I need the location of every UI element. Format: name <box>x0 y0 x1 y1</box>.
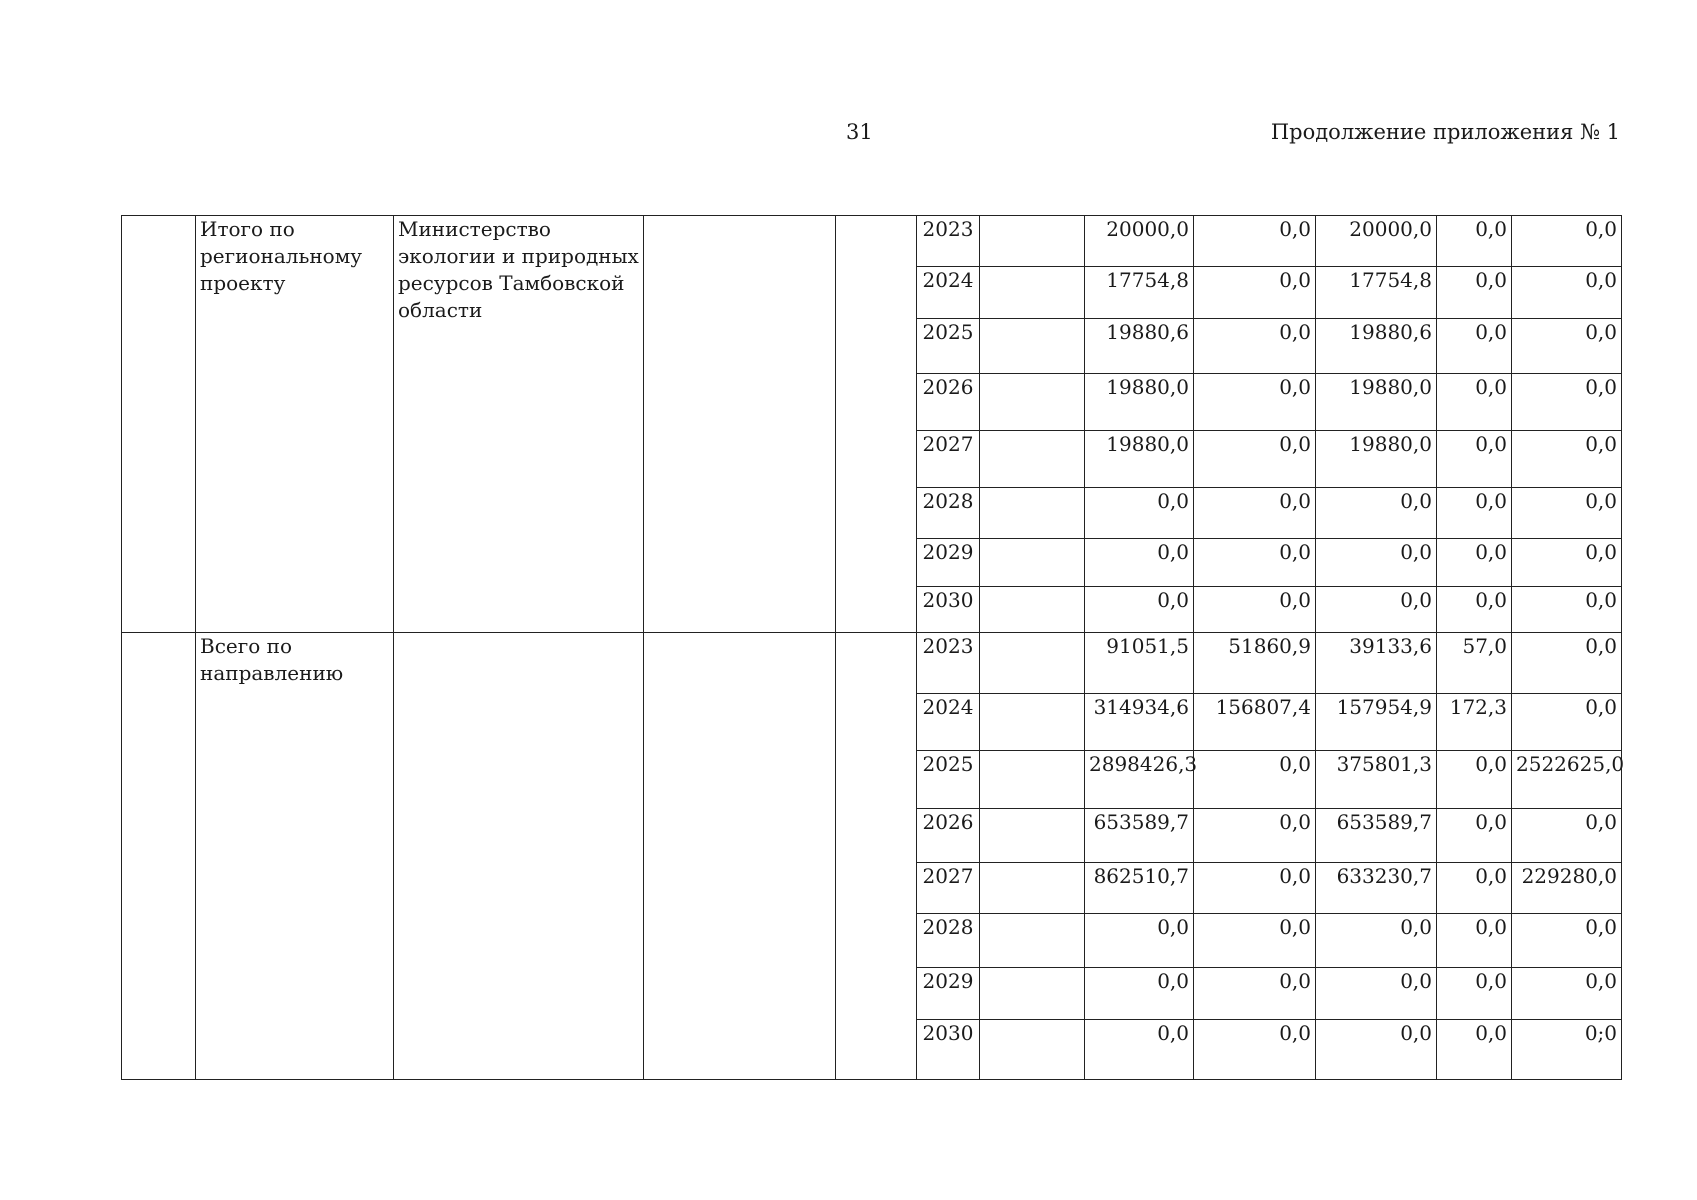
total-value: 91051,5 <box>1085 633 1194 693</box>
empty-cell <box>980 967 1085 1019</box>
empty-cell <box>644 633 836 1080</box>
federal-value: 0,0 <box>1194 267 1316 319</box>
empty-cell <box>980 750 1085 808</box>
empty-cell <box>980 1019 1085 1079</box>
other-value: 0,0 <box>1512 539 1622 587</box>
other-value: 0,0 <box>1512 319 1622 373</box>
regional-value: 19880,0 <box>1316 430 1437 487</box>
total-value: 653589,7 <box>1085 808 1194 862</box>
federal-value: 0,0 <box>1194 487 1316 538</box>
total-value: 2898426,3 <box>1085 750 1194 808</box>
other-value: 0,0 <box>1512 430 1622 487</box>
total-value: 19880,0 <box>1085 430 1194 487</box>
year-cell: 2025 <box>917 319 980 373</box>
local-value: 0,0 <box>1437 216 1512 267</box>
empty-cell <box>980 808 1085 862</box>
budget-table <box>121 215 1625 1080</box>
year-cell: 2024 <box>917 693 980 750</box>
local-value: 172,3 <box>1437 693 1512 750</box>
block-label-cell: Итого по региональному проекту <box>196 216 394 633</box>
federal-value: 0,0 <box>1194 808 1316 862</box>
regional-value: 0,0 <box>1316 587 1437 633</box>
total-value: 0,0 <box>1085 539 1194 587</box>
regional-value: 375801,3 <box>1316 750 1437 808</box>
other-value: 229280,0 <box>1512 863 1622 914</box>
total-value: 0,0 <box>1085 967 1194 1019</box>
federal-value: 0,0 <box>1194 863 1316 914</box>
federal-value: 0,0 <box>1194 587 1316 633</box>
empty-cell <box>980 373 1085 430</box>
federal-value: 0,0 <box>1194 319 1316 373</box>
empty-cell <box>980 693 1085 750</box>
year-cell: 2027 <box>917 430 980 487</box>
federal-value: 0,0 <box>1194 539 1316 587</box>
table-row <box>122 633 1622 693</box>
other-value: 0;0 <box>1512 1019 1622 1079</box>
local-value: 0,0 <box>1437 750 1512 808</box>
other-value: 0,0 <box>1512 487 1622 538</box>
local-value: 0,0 <box>1437 587 1512 633</box>
regional-value: 0,0 <box>1316 967 1437 1019</box>
total-value: 17754,8 <box>1085 267 1194 319</box>
federal-value: 0,0 <box>1194 430 1316 487</box>
row-number-cell <box>122 216 196 633</box>
year-cell: 2029 <box>917 539 980 587</box>
executor-cell: Министерство экологии и природных ресурсов Тамбовской области <box>394 216 644 633</box>
empty-cell <box>644 216 836 633</box>
table-row <box>122 216 1622 267</box>
federal-value: 156807,4 <box>1194 693 1316 750</box>
federal-value: 0,0 <box>1194 750 1316 808</box>
federal-value: 51860,9 <box>1194 633 1316 693</box>
regional-value: 0,0 <box>1316 539 1437 587</box>
regional-value: 0,0 <box>1316 914 1437 967</box>
year-cell: 2026 <box>917 373 980 430</box>
other-value: 0,0 <box>1512 267 1622 319</box>
regional-value: 19880,6 <box>1316 319 1437 373</box>
empty-cell <box>980 267 1085 319</box>
total-value: 19880,0 <box>1085 373 1194 430</box>
total-value: 862510,7 <box>1085 863 1194 914</box>
local-value: 0,0 <box>1437 967 1512 1019</box>
regional-value: 17754,8 <box>1316 267 1437 319</box>
total-value: 0,0 <box>1085 587 1194 633</box>
empty-cell <box>980 539 1085 587</box>
local-value: 0,0 <box>1437 319 1512 373</box>
regional-value: 39133,6 <box>1316 633 1437 693</box>
local-value: 0,0 <box>1437 373 1512 430</box>
empty-cell <box>980 633 1085 693</box>
executor-cell <box>394 633 644 1080</box>
empty-cell <box>980 430 1085 487</box>
regional-value: 653589,7 <box>1316 808 1437 862</box>
empty-cell <box>980 914 1085 967</box>
local-value: 0,0 <box>1437 539 1512 587</box>
year-cell: 2030 <box>917 587 980 633</box>
other-value: 0,0 <box>1512 693 1622 750</box>
other-value: 0,0 <box>1512 373 1622 430</box>
empty-cell <box>980 863 1085 914</box>
year-cell: 2027 <box>917 863 980 914</box>
regional-value: 20000,0 <box>1316 216 1437 267</box>
other-value: 0,0 <box>1512 914 1622 967</box>
total-value: 20000,0 <box>1085 216 1194 267</box>
empty-cell <box>980 216 1085 267</box>
other-value: 0,0 <box>1512 967 1622 1019</box>
other-value: 0,0 <box>1512 216 1622 267</box>
empty-cell <box>836 633 917 1080</box>
appendix-continuation-note: Продолжение приложения № 1 <box>1270 120 1620 144</box>
total-value: 0,0 <box>1085 1019 1194 1079</box>
total-value: 0,0 <box>1085 914 1194 967</box>
local-value: 0,0 <box>1437 914 1512 967</box>
year-cell: 2024 <box>917 267 980 319</box>
empty-cell <box>980 319 1085 373</box>
year-cell: 2023 <box>917 633 980 693</box>
empty-cell <box>980 487 1085 538</box>
year-cell: 2026 <box>917 808 980 862</box>
total-value: 314934,6 <box>1085 693 1194 750</box>
year-cell: 2025 <box>917 750 980 808</box>
local-value: 0,0 <box>1437 430 1512 487</box>
local-value: 0,0 <box>1437 808 1512 862</box>
year-cell: 2023 <box>917 216 980 267</box>
regional-value: 0,0 <box>1316 487 1437 538</box>
local-value: 57,0 <box>1437 633 1512 693</box>
federal-value: 0,0 <box>1194 914 1316 967</box>
federal-value: 0,0 <box>1194 1019 1316 1079</box>
year-cell: 2028 <box>917 487 980 538</box>
federal-value: 0,0 <box>1194 216 1316 267</box>
federal-value: 0,0 <box>1194 967 1316 1019</box>
total-value: 0,0 <box>1085 487 1194 538</box>
page-number: 31 <box>846 120 873 144</box>
federal-value: 0,0 <box>1194 373 1316 430</box>
year-cell: 2029 <box>917 967 980 1019</box>
other-value: 0,0 <box>1512 808 1622 862</box>
local-value: 0,0 <box>1437 863 1512 914</box>
total-value: 19880,6 <box>1085 319 1194 373</box>
local-value: 0,0 <box>1437 267 1512 319</box>
empty-cell <box>980 587 1085 633</box>
local-value: 0,0 <box>1437 1019 1512 1079</box>
block-label-cell: Всего по направлению <box>196 633 394 1080</box>
other-value: 0,0 <box>1512 633 1622 693</box>
regional-value: 157954,9 <box>1316 693 1437 750</box>
other-value: 0,0 <box>1512 587 1622 633</box>
year-cell: 2028 <box>917 914 980 967</box>
empty-cell <box>836 216 917 633</box>
local-value: 0,0 <box>1437 487 1512 538</box>
regional-value: 0,0 <box>1316 1019 1437 1079</box>
row-number-cell <box>122 633 196 1080</box>
other-value: 2522625,0 <box>1512 750 1622 808</box>
year-cell: 2030 <box>917 1019 980 1079</box>
regional-value: 633230,7 <box>1316 863 1437 914</box>
regional-value: 19880,0 <box>1316 373 1437 430</box>
